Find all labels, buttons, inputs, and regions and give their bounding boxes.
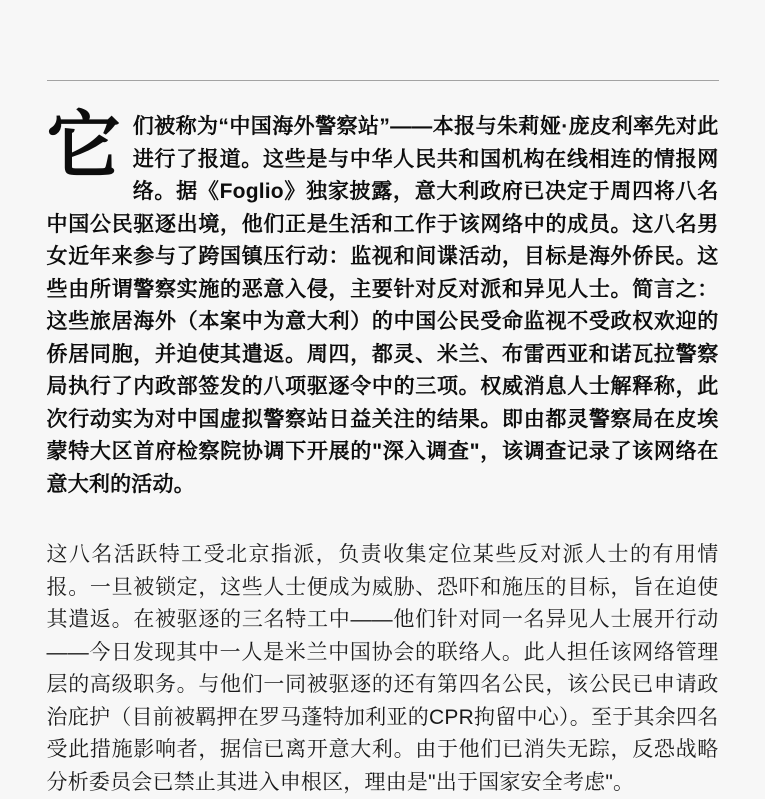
- body-paragraph: 这八名活跃特工受北京指派，负责收集定位某些反对派人士的有用情报。一旦被锁定，这些人士便成为威胁、恐吓和施压的目标，旨在迫使其遣返。在被驱逐的三名特工中——他们针对同一名异见人士展开行动——今日发现其中一人是米兰中国协会的联络人。此人担任该网络管理层的高级职务。与他们一同被驱逐的还有第四名公民，该公民已申请政治庇护（目前被羁押在罗马蓬特加利亚的CPR拘留中心）。至于其余四名受此措施影响者，据信已离开意大利。由于他们已消失无踪，反恐战略分析委员会已禁止其进入申根区，理由是"出于国家安全考虑"。: [46, 543, 719, 794]
- article-body: [46, 104, 719, 799]
- article-content: [47, 80, 719, 799]
- drop-cap: 它: [46, 104, 121, 187]
- lead-paragraph: [46, 104, 719, 501]
- top-divider: [47, 80, 719, 81]
- lead-text: 们被称为“中国海外警察站”——本报与朱莉娅·庞皮利率先对此进行了报道。这些是与中华人民共和国机构在线相连的情报网络。据《Foglio》独家披露，意大利政府已决定于周四将八名中国公民驱逐出境，他们正是生活和工作于该网络中的成员。这八名男女近年来参与了跨国镇压行动：监视和间谍活动，目标是海外侨民。这些由所谓警察实施的恶意入侵，主要针对反对派和异见人士。简言之：这些旅居海外（本案中为意大利）的中国公民受命监视不受政权欢迎的侨居同胞，并迫使其遣返。周四，都灵、米兰、布雷西亚和诺瓦拉警察局执行了内政部签发的八项驱逐令中的三项。权威消息人士解释称，此次行动实为对中国虚拟警察站日益关注的结果。即由都灵警察局在皮埃蒙特大区首府检察院协调下开展的"深入调查"，该调查记录了该网络在意大利的活动。: [46, 115, 719, 496]
